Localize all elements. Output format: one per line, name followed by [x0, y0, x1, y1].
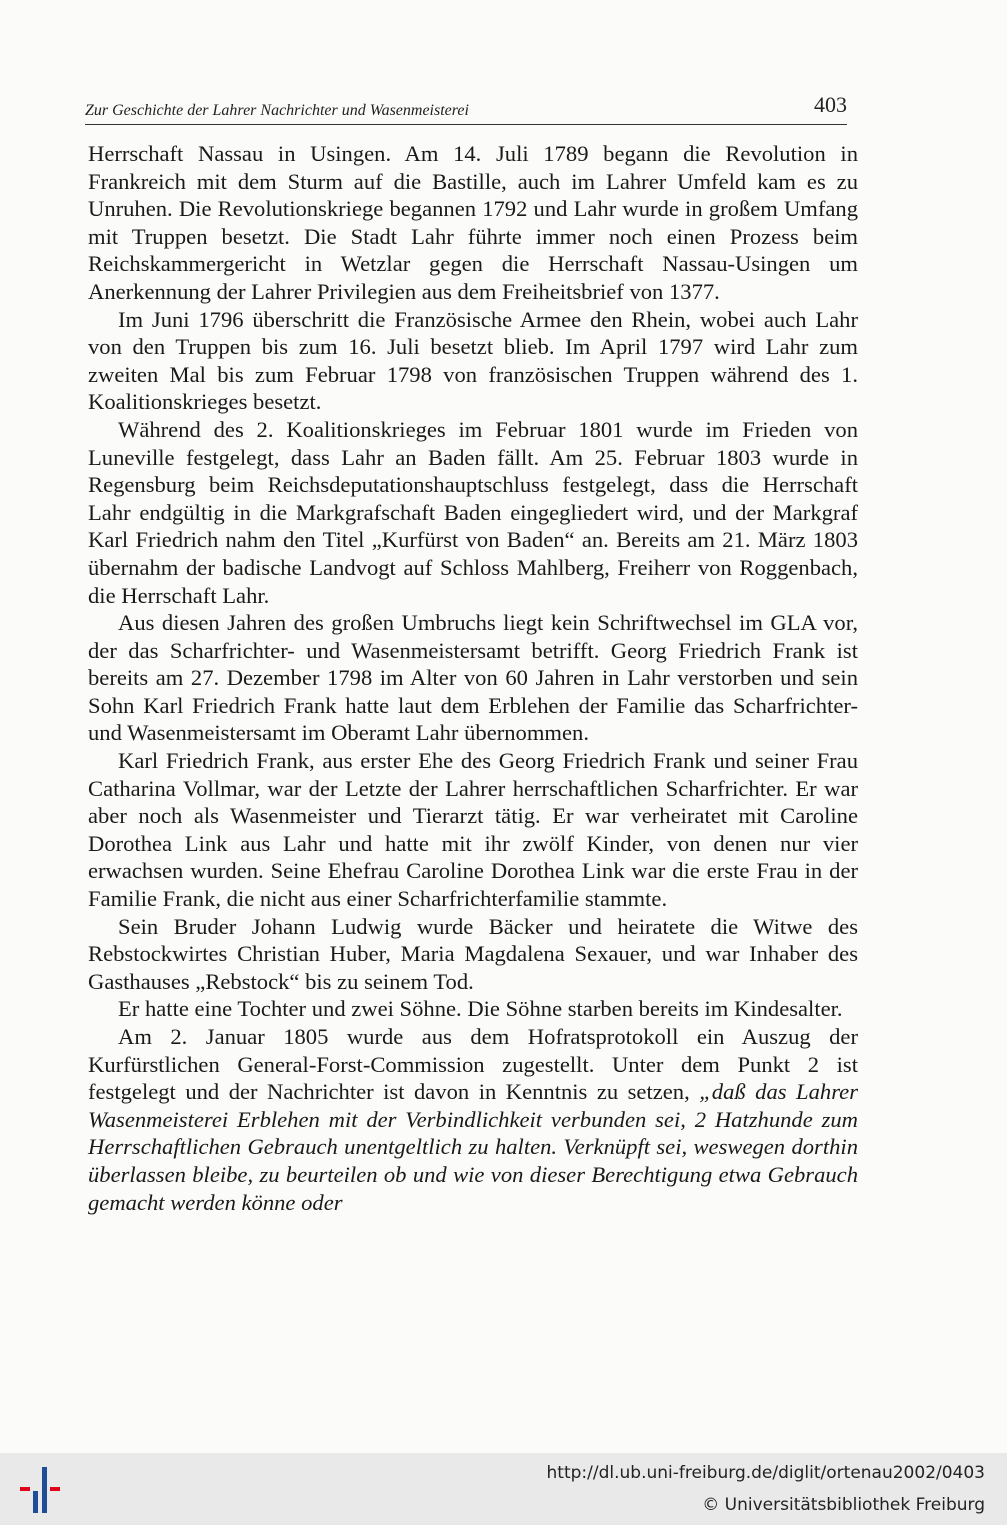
body-text [88, 140, 858, 1216]
page-number: 403 [814, 92, 847, 117]
source-url[interactable]: http://dl.ub.uni-freiburg.de/diglit/ortenau2002/0403 [546, 1463, 985, 1483]
ub-freiburg-logo-icon[interactable] [14, 1465, 64, 1515]
footer-bar [0, 1453, 1007, 1525]
paragraph: Im Juni 1796 überschritt die Französische Armee den Rhein, wobei auch Lahr von den Truppen bis zum 16. Juli besetzt blieb. Im April 1797 wird Lahr zum zweiten Mal bis zum Februar 1798 von französischen Truppen während des 1. Koalitionskrieges besetzt. [88, 306, 858, 415]
copyright-notice: © Universitätsbibliothek Freiburg [702, 1495, 985, 1515]
paragraph: Karl Friedrich Frank, aus erster Ehe des Georg Friedrich Frank und seiner Frau Catharina Vollmar, war der Letzte der Lahrer herrschaftlichen Scharfrichter. Er war aber noch als Wasenmeister und Tierarzt tätig. Er war verheiratet mit Caroline Dorothea Link aus Lahr und hatte mit ihr zwölf Kinder, von denen nur vier erwachsen wurden. Seine Ehefrau Caroline Dorothea Link war die erste Frau in der Familie Frank, die nicht aus einer Scharfrichterfamilie stammte. [88, 748, 858, 912]
paragraph-text: Am 2. Januar 1805 wurde aus dem Hofratsprotokoll ein Auszug der Kurfürstlichen General-Forst-Commission zugestellt. Unter dem Punkt 2 ist festgelegt und der Nachrichter ist davon in Kenntnis zu setzen, [88, 1024, 858, 1105]
paragraph: Herrschaft Nassau in Usingen. Am 14. Juli 1789 begann die Revolution in Frankreich mit dem Sturm auf die Bastille, auch im Lahrer Umfeld kam es zu Unruhen. Die Revolutionskriege begannen 1792 und Lahr wurde in großem Umfang mit Truppen besetzt. Die Stadt Lahr führte immer noch einen Prozess beim Reichskammergericht in Wetzlar gegen die Herrschaft Nassau-Usingen um Anerkennung der Lahrer Privilegien aus dem Freiheitsbrief von 1377. [88, 141, 858, 304]
paragraph: Während des 2. Koalitionskrieges im Februar 1801 wurde im Frieden von Luneville festgelegt, dass Lahr an Baden fällt. Am 25. Februar 1803 wurde in Regensburg beim Reichsdeputationshauptschluss festgelegt, dass die Herrschaft Lahr endgültig in die Markgrafschaft Baden eingegliedert wird, und der Markgraf Karl Friedrich nahm den Titel „Kurfürst von Baden“ an. Bereits am 21. März 1803 übernahm der badische Landvogt auf Schloss Mahlberg, Freiherr von Roggenbach, die Herrschaft Lahr. [88, 416, 858, 608]
paragraph: Er hatte eine Tochter und zwei Söhne. Die Söhne starben bereits im Kindesalter. [118, 996, 843, 1022]
paragraph [88, 1023, 858, 1216]
running-header [85, 88, 847, 125]
paragraph: Aus diesen Jahren des großen Umbruchs liegt kein Schriftwechsel im GLA vor, der das Scharfrichter- und Wasenmeistersamt betrifft. Georg Friedrich Frank ist bereits am 27. Dezember 1798 im Alter von 60 Jahren in Lahr verstorben und sein Sohn Karl Friedrich Frank hatte laut dem Erblehen der Familie das Scharfrichter- und Wasenmeistersamt im Oberamt Lahr übernommen. [88, 610, 858, 746]
running-title: Zur Geschichte der Lahrer Nachrichter und Wasenmeisterei [85, 102, 469, 119]
paragraph: Sein Bruder Johann Ludwig wurde Bäcker und heiratete die Witwe des Rebstockwirtes Christian Huber, Maria Magdalena Sexauer, und war Inhaber des Gasthauses „Rebstock“ bis zu seinem Tod. [88, 913, 858, 994]
quote-text: „daß das Lahrer Wasenmeisterei Erblehen mit der Verbindlichkeit verbunden sei, 2 Hatzhunde zum Herrschaftlichen Gebrauch unentgeltlich zu halten. Verknüpft sei, weswegen dorthin überlassen bleibe, zu beurteilen ob und wie von dieser Berechtigung etwa Gebrauch gemacht werden könne oder [88, 1079, 858, 1215]
